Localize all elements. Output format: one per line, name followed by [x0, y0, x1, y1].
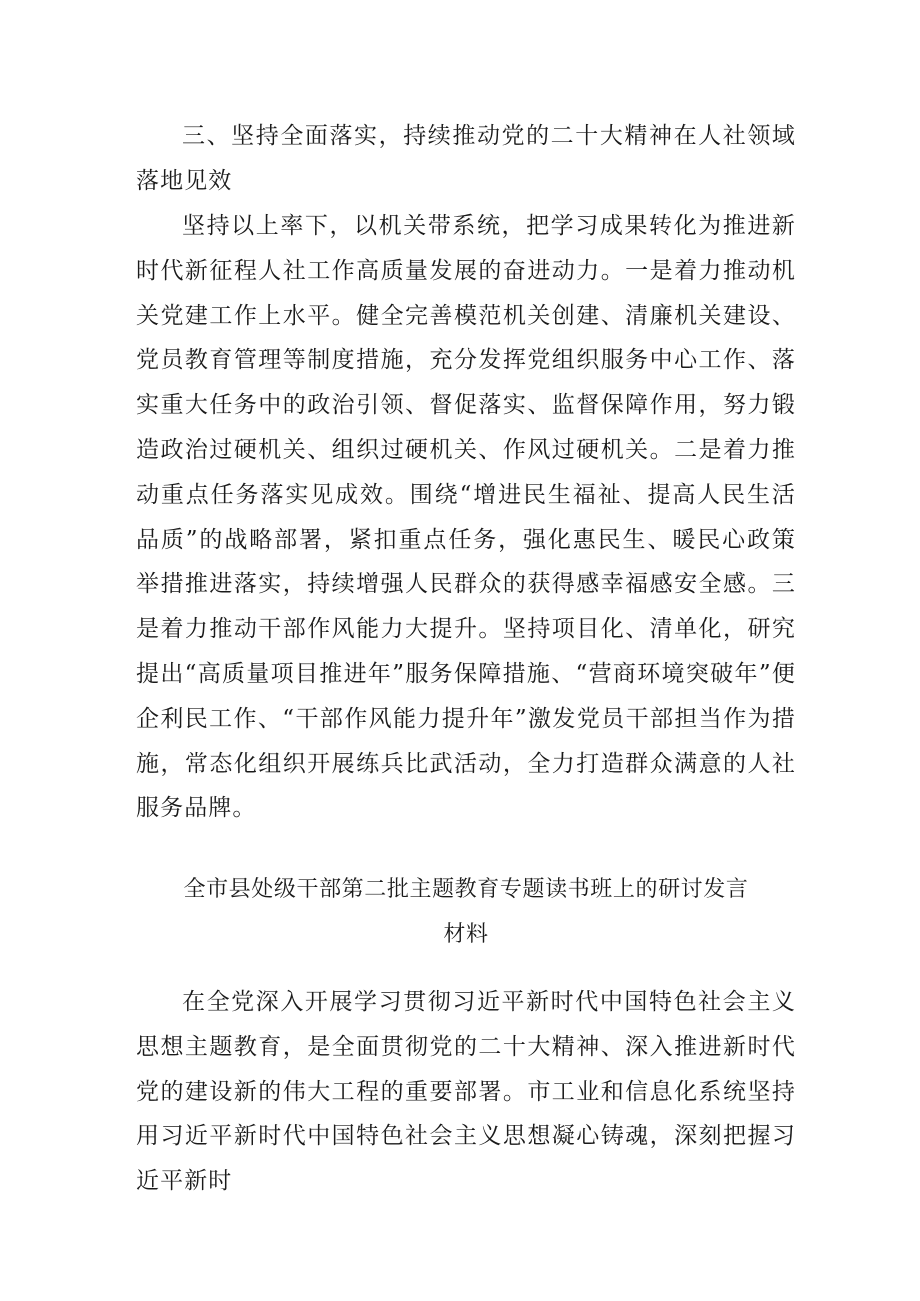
article-title	[136, 867, 796, 957]
article-title-line-2: 材料	[443, 922, 489, 947]
paragraph-2: 在全党深入开展学习贯彻习近平新时代中国特色社会主义思想主题教育，是全面贯彻党的二十大精神、深入推进新时代党的建设新的伟大工程的重要部署。市工业和信息化系统坚持用习近平新时代中国特色社会主义思想凝心铸魂，深刻把握习近平新时	[136, 989, 796, 1195]
section-heading: 三、坚持全面落实，持续推动党的二十大精神在人社领域落地见效	[136, 123, 796, 194]
article-title-line-1: 全市县处级干部第二批主题教育专题读书班上的研讨发言	[183, 877, 749, 902]
paragraph-1: 坚持以上率下，以机关带系统，把学习成果转化为推进新时代新征程人社工作高质量发展的奋进动力。一是着力推动机关党建工作上水平。健全完善模范机关创建、清廉机关建设、党员教育管理等制度措施，充分发挥党组织服务中心工作、落实重大任务中的政治引领、督促落实、监督保障作用，努力锻造政治过硬机关、组织过硬机关、作风过硬机关。二是着力推动重点任务落实见成效。围绕“增进民生福祉、提高人民生活品质”的战略部署，紧扣重点任务，强化惠民生、暖民心政策举措推进落实，持续增强人民群众的获得感幸福感安全感。三是着力推动干部作风能力大提升。坚持项目化、清单化，研究提出“高质量项目推进年”服务保障措施、“营商环境突破年”便企利民工作、“干部作风能力提升年”激发党员干部担当作为措施，常态化组织开展练兵比武活动，全力打造群众满意的人社服务品牌。	[136, 213, 796, 822]
